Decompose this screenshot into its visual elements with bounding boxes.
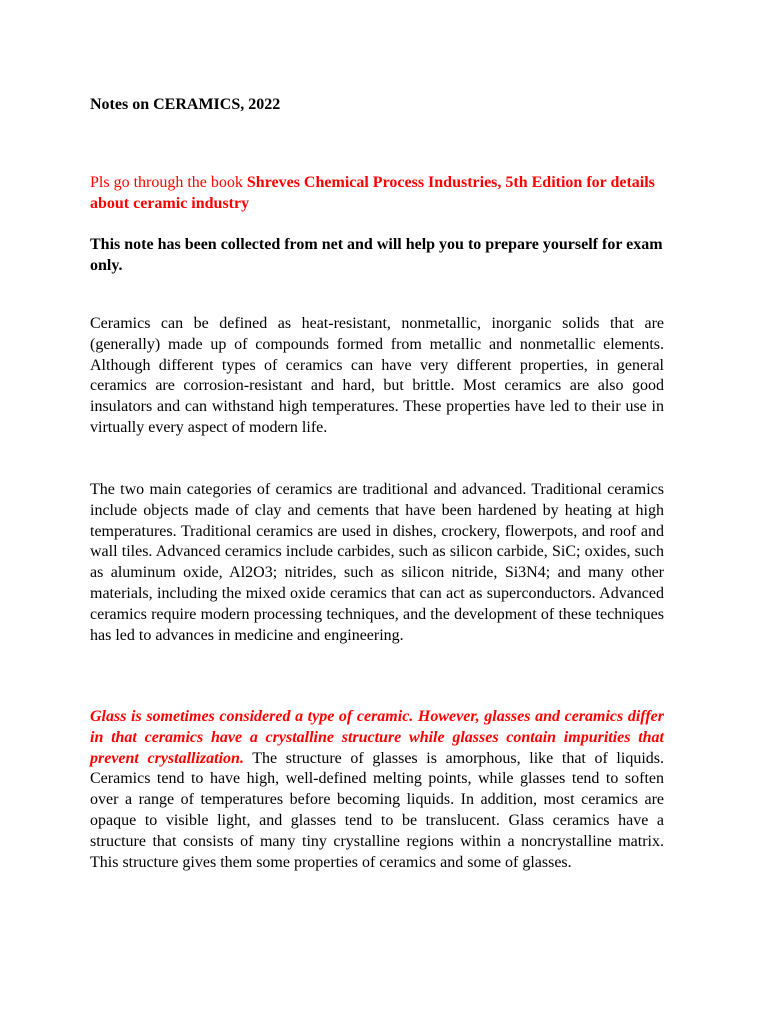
paragraph-categories: The two main categories of ceramics are traditional and advanced. Traditional ceramics include objects made of clay and cements that have been hardened by heating at high temperatures. Traditional ceramics are used in dishes, crockery, flowerpots, and roof and wall tiles. Advanced ceramics include carbides, such as silicon carbide, SiC; oxides, such as aluminum oxide, Al2O3; nitrides, such as silicon nitride, Si3N4; and many other materials, including the mixed oxide ceramics that can act as superconductors. Advanced ceramics require modern processing techniques, and the development of these techniques has led to advances in medicine and engineering.	[90, 481, 664, 644]
disclaimer-note: This note has been collected from net and will help you to prepare yourself for exam only.	[90, 236, 663, 274]
paragraph-glass	[90, 707, 664, 873]
glass-body: The structure of glasses is amorphous, like that of liquids. Ceramics tend to have high, well-defined melting points, while glasses tend to soften over a range of temperatures before becoming liquids. In addition, most ceramics are opaque to visible light, and glasses tend to be translucent. Glass ceramics have a structure that consists of many tiny crystalline regions within a noncrystalline matrix. This structure gives them some properties of ceramics and some of glasses.	[90, 749, 664, 871]
document-title: Notes on CERAMICS, 2022	[90, 96, 281, 113]
paragraph-definition: Ceramics can be defined as heat-resistant, nonmetallic, inorganic solids that are (generally) made up of compounds formed from metallic and nonmetallic elements. Although different types of ceramics can have very different properties, in general ceramics are corrosion-resistant and hard, but brittle. Most ceramics are also good insulators and can withstand high temperatures. These properties have led to their use in virtually every aspect of modern life.	[90, 315, 664, 436]
book-reference-title: Shreves Chemical Process Industries, 5th Edition for details about ceramic industry	[90, 174, 655, 212]
book-reference-prefix: Pls go through the book	[90, 174, 247, 191]
glass-emphasis: Glass is sometimes considered a type of ceramic. However, glasses and ceramics differ in that ceramics have a crystalline structure while glasses contain impurities that prevent crystallization.	[90, 708, 664, 767]
book-reference	[90, 173, 664, 215]
